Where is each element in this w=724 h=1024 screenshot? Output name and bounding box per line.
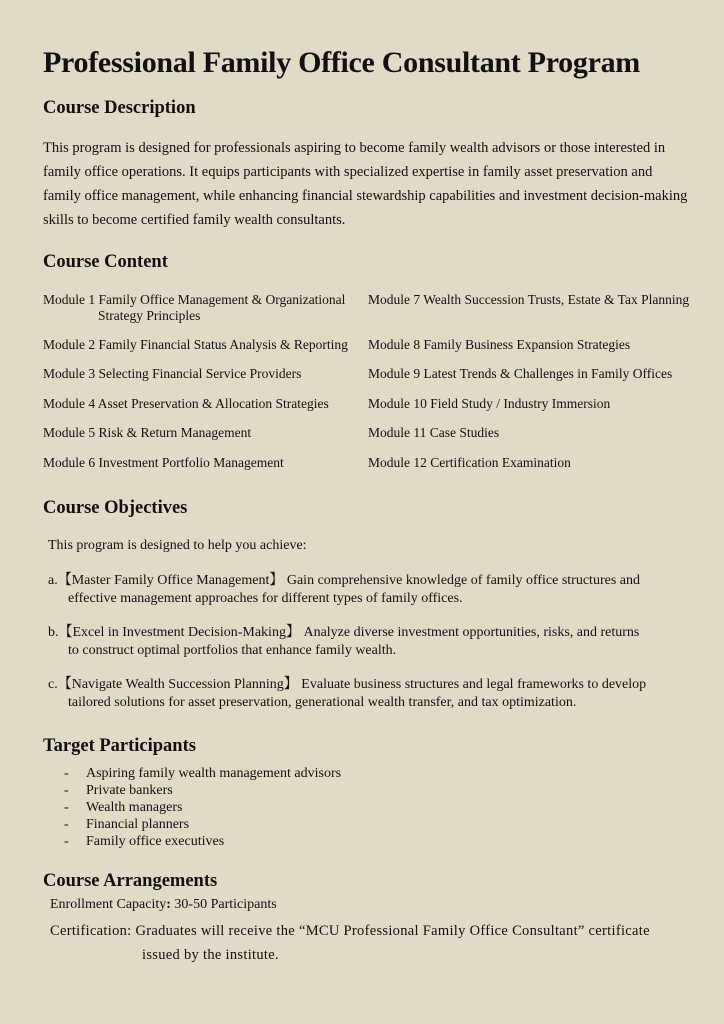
participant-text: Family office executives [86,834,225,849]
module-item [43,366,301,382]
module-item [368,337,630,353]
capacity-label: Enrollment Capacity [50,897,167,912]
objective-text: Evaluate business structures and legal frameworks to develop [301,677,647,692]
certification-text: Graduates will receive the “MCU Professional Family Office Consultant” certificate [135,923,650,939]
module-title: Latest Trends & Challenges in Family Offices [423,366,673,381]
module-title: Selecting Financial Service Providers [98,366,302,381]
module-title: Family Financial Status Analysis & Reporting [98,337,348,352]
objective-text-continued: tailored solutions for asset preservation, generational wealth transfer, and tax optimization. [68,695,577,710]
objective-text-continued: effective management approaches for different types of family offices. [68,591,463,606]
objective-label: 【Navigate Wealth Succession Planning】 [57,677,298,692]
course-arrangements-heading: Course Arrangements [43,871,218,891]
list-item: - Family office executives [64,834,225,849]
module-title: Investment Portfolio Management [98,455,284,470]
module-item [43,425,251,441]
objective-label: 【Excel in Investment Decision-Making】 [58,625,300,640]
course-description-text: This program is designed for professionals aspiring to become family wealth advisors or those interested in family office operations. It equips participants with specialized expertise in family asset preservation and family office management, while enhancing financial stewardship capabilities and investment decision-making skills to become certified family wealth consultants. [43,140,688,228]
participant-text: Financial planners [86,817,190,832]
participant-text: Private bankers [86,783,173,798]
objective-letter: c. [48,677,58,692]
course-description-heading: Course Description [43,98,196,118]
enrollment-capacity: Enrollment Capacity: 30-50 Participants [50,897,277,912]
module-number: Module 12 [368,455,427,470]
module-title-continued: Strategy Principles [98,308,201,323]
course-objectives-heading: Course Objectives [43,498,188,518]
module-item [43,455,284,471]
module-number: Module 10 [368,396,427,411]
objective-text-continued: to construct optimal portfolios that enhance family wealth. [68,643,397,658]
module-item [43,337,348,353]
module-item [368,425,499,441]
module-item [43,396,329,412]
list-item: - Wealth managers [64,800,183,815]
list-item: - Aspiring family wealth management advisors [64,766,342,781]
participants-list [64,765,341,850]
objective-text: Gain comprehensive knowledge of family office structures and [286,573,640,588]
certification-info [50,919,650,967]
objective-label: 【Master Family Office Management】 [57,573,284,588]
module-title: Family Business Expansion Strategies [423,337,631,352]
module-number: Module 3 [43,366,96,381]
objective-item [48,676,688,712]
module-title: Family Office Management & Organizational [98,292,346,307]
objective-item [48,624,668,660]
target-participants-heading: Target Participants [43,736,196,756]
objective-letter: b. [48,625,59,640]
module-number: Module 2 [43,337,96,352]
certification-label: Certification: [50,923,132,939]
list-item: - Private bankers [64,783,173,798]
module-title: Field Study / Industry Immersion [430,396,611,411]
list-item: - Financial planners [64,817,190,832]
module-title: Wealth Succession Trusts, Estate & Tax Planning [423,292,690,307]
objective-letter: a. [48,573,58,588]
certification-text-continued: issued by the institute. [142,947,279,963]
participant-text: Aspiring family wealth management advisors [86,766,342,781]
participant-text: Wealth managers [86,800,183,815]
module-item [43,292,345,324]
module-item [368,396,610,412]
module-number: Module 9 [368,366,421,381]
module-item [368,292,689,308]
objective-text: Analyze diverse investment opportunities, risks, and returns [303,625,640,640]
capacity-value: 30-50 Participants [174,897,277,912]
module-item [368,366,672,382]
module-number: Module 11 [368,425,427,440]
module-title: Certification Examination [430,455,571,470]
module-number: Module 6 [43,455,96,470]
module-title: Asset Preservation & Allocation Strategies [97,396,329,411]
module-title: Case Studies [429,425,500,440]
objectives-intro: This program is designed to help you achieve: [48,538,307,553]
module-number: Module 8 [368,337,421,352]
module-number: Module 4 [43,396,96,411]
module-title: Risk & Return Management [98,425,252,440]
page-title: Professional Family Office Consultant Program [43,46,640,79]
module-item [368,455,571,471]
objective-item [48,572,668,608]
module-number: Module 5 [43,425,96,440]
course-content-heading: Course Content [43,252,168,272]
module-number: Module 1 [43,292,96,307]
module-number: Module 7 [368,292,421,307]
